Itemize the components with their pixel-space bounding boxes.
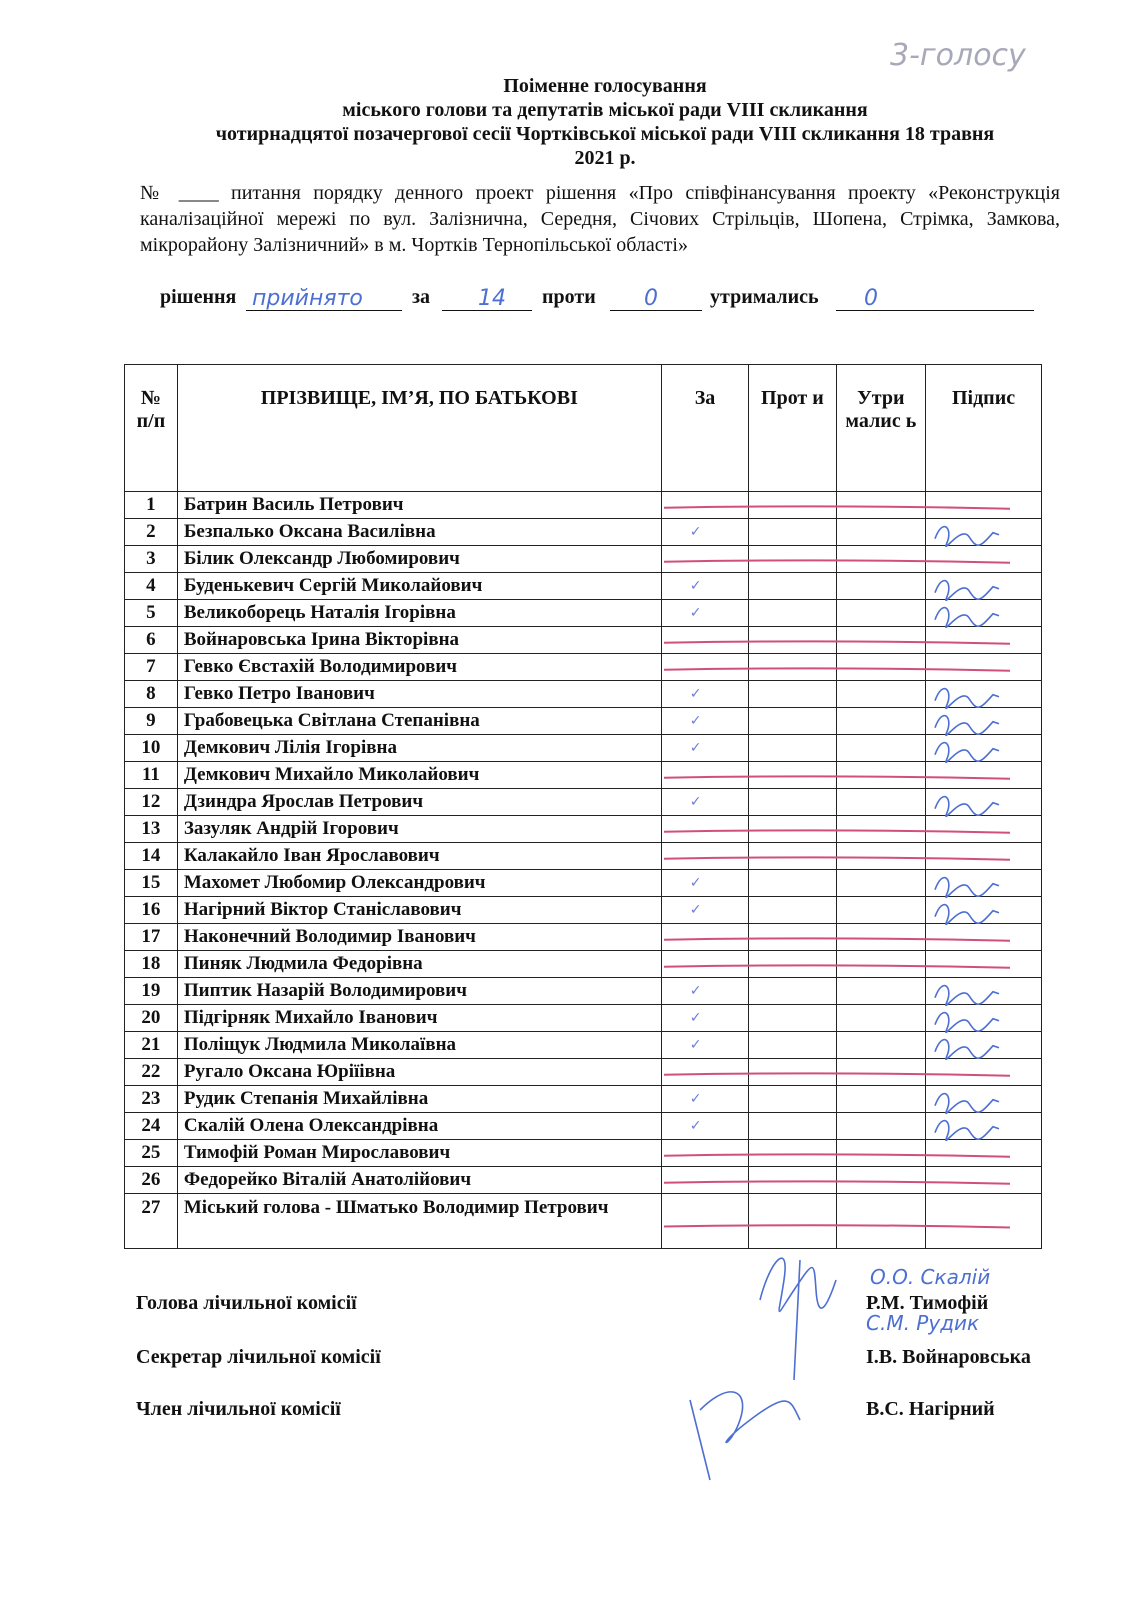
row-against-cell [749,951,836,978]
row-name: Підгірняк Михайло Іванович [177,1005,661,1032]
row-signature-cell [926,924,1042,951]
table-row [125,573,1042,600]
row-number: 15 [125,870,178,897]
row-for-cell [661,627,748,654]
row-against-cell [749,762,836,789]
row-abstain-cell [836,870,925,897]
row-number: 4 [125,573,178,600]
row-signature-cell [926,789,1042,816]
secretary-name: І.В. Войнаровська [866,1346,1031,1368]
row-signature-cell [926,843,1042,870]
row-number: 13 [125,816,178,843]
tick-mark-icon: ✓ [689,713,702,729]
row-signature-cell [926,708,1042,735]
row-signature-cell [926,519,1042,546]
row-against-cell [749,519,836,546]
row-against-cell [749,546,836,573]
row-signature-cell [926,951,1042,978]
row-number: 24 [125,1113,178,1140]
row-against-cell [749,627,836,654]
row-for-cell [661,1005,748,1032]
row-signature-cell [926,492,1042,519]
row-name: Наконечний Володимир Іванович [177,924,661,951]
row-against-cell [749,1194,836,1249]
decision-label: рішення [160,286,237,308]
row-abstain-cell [836,951,925,978]
row-for-cell [661,870,748,897]
table-row [125,1005,1042,1032]
table-row [125,627,1042,654]
row-abstain-cell [836,1059,925,1086]
commission-chair [136,1292,1076,1320]
row-number: 3 [125,546,178,573]
corner-note-text: 3-голосу [890,38,1026,73]
title-line-4: 2021 р. [574,147,636,169]
row-signature-cell [926,816,1042,843]
table-row [125,1086,1042,1113]
row-abstain-cell [836,897,925,924]
tick-mark-icon: ✓ [689,605,702,621]
row-name: Федорейко Віталій Анатолійович [177,1167,661,1194]
tick-mark-icon: ✓ [689,983,702,999]
row-signature-cell [926,735,1042,762]
table-row [125,843,1042,870]
table-header-row [125,365,1042,492]
secretary-role: Секретар лічильної комісії [136,1346,381,1368]
row-number: 26 [125,1167,178,1194]
row-against-cell [749,789,836,816]
table-row [125,708,1042,735]
header-abstain: Утри малис ь [836,365,925,492]
row-abstain-cell [836,681,925,708]
row-signature-cell [926,1113,1042,1140]
table-row [125,789,1042,816]
row-signature-cell [926,546,1042,573]
row-for-cell [661,762,748,789]
row-number: 21 [125,1032,178,1059]
row-for-cell [661,924,748,951]
row-against-cell [749,735,836,762]
row-name: Безпалько Оксана Василівна [177,519,661,546]
header-against: Прот и [749,365,836,492]
tick-mark-icon: ✓ [689,1037,702,1053]
tick-mark-icon: ✓ [689,1010,702,1026]
row-number: 20 [125,1005,178,1032]
row-name: Великоборець Наталія Ігорівна [177,600,661,627]
commission-secretary [136,1346,1076,1374]
table-row [125,1032,1042,1059]
row-signature-cell [926,654,1042,681]
row-number: 16 [125,897,178,924]
row-number: 11 [125,762,178,789]
row-number: 1 [125,492,178,519]
row-name: Калакайло Іван Ярославович [177,843,661,870]
row-abstain-cell [836,816,925,843]
row-against-cell [749,897,836,924]
row-against-cell [749,978,836,1005]
table-row [125,816,1042,843]
row-name: Батрин Василь Петрович [177,492,661,519]
row-abstain-cell [836,924,925,951]
row-for-cell [661,897,748,924]
row-number: 18 [125,951,178,978]
row-against-cell [749,870,836,897]
row-abstain-cell [836,1005,925,1032]
row-for-cell [661,492,748,519]
table-row [125,1140,1042,1167]
document-title [120,74,1090,170]
row-for-cell [661,843,748,870]
row-signature-cell [926,1140,1042,1167]
row-for-cell [661,789,748,816]
handwritten-note-2: С.М. Рудик [866,1311,980,1335]
table-row [125,519,1042,546]
row-signature-cell [926,1194,1042,1249]
row-for-cell [661,1140,748,1167]
against-label: проти [542,286,596,308]
row-signature-cell [926,1005,1042,1032]
row-abstain-cell [836,519,925,546]
abstain-label: утримались [710,286,819,308]
table-row [125,681,1042,708]
row-number: 27 [125,1194,178,1249]
row-abstain-cell [836,1113,925,1140]
row-against-cell [749,1086,836,1113]
row-name: Демкович Михайло Миколайович [177,762,661,789]
row-signature-cell [926,600,1042,627]
row-name: Буденькевич Сергій Миколайович [177,573,661,600]
row-signature-cell [926,897,1042,924]
row-name: Білик Олександр Любомирович [177,546,661,573]
row-signature-cell [926,681,1042,708]
row-name: Рудик Степанія Михайлівна [177,1086,661,1113]
row-for-cell [661,519,748,546]
row-against-cell [749,843,836,870]
roll-call-table [124,364,1042,1249]
decision-line [160,286,1060,316]
tick-mark-icon: ✓ [689,794,702,810]
row-name: Ругало Оксана Юріїівна [177,1059,661,1086]
for-count-handwritten: 14 [478,286,506,311]
table-row [125,654,1042,681]
row-abstain-cell [836,1167,925,1194]
against-count-handwritten: 0 [644,286,658,311]
tick-mark-icon: ✓ [689,740,702,756]
table-row [125,1194,1042,1249]
tick-mark-icon: ✓ [689,902,702,918]
table-row [125,546,1042,573]
row-abstain-cell [836,843,925,870]
row-abstain-cell [836,1140,925,1167]
row-abstain-cell [836,573,925,600]
row-for-cell [661,654,748,681]
row-for-cell [661,978,748,1005]
row-for-cell [661,573,748,600]
row-for-cell [661,600,748,627]
row-signature-cell [926,870,1042,897]
row-against-cell [749,492,836,519]
header-for: За [661,365,748,492]
member-name: В.С. Нагірний [866,1398,995,1420]
row-abstain-cell [836,789,925,816]
row-name: Пиптик Назарій Володимирович [177,978,661,1005]
row-number: 22 [125,1059,178,1086]
commission-member [136,1398,1076,1426]
header-name: ПРІЗВИЩЕ, ІМ’Я, ПО БАТЬКОВІ [177,365,661,492]
row-abstain-cell [836,1194,925,1249]
table-row [125,951,1042,978]
row-name: Пиняк Людмила Федорівна [177,951,661,978]
row-number: 9 [125,708,178,735]
table-row [125,492,1042,519]
row-number: 5 [125,600,178,627]
row-against-cell [749,573,836,600]
tick-mark-icon: ✓ [689,875,702,891]
for-label: за [412,286,431,308]
table-row [125,762,1042,789]
tick-mark-icon: ✓ [689,578,702,594]
row-name: Войнаровська Ірина Вікторівна [177,627,661,654]
row-number: 7 [125,654,178,681]
row-against-cell [749,600,836,627]
row-for-cell [661,1194,748,1249]
member-role: Член лічильної комісії [136,1398,341,1420]
handwritten-note-1: О.О. Скалій [870,1265,991,1289]
row-name: Махомет Любомир Олександрович [177,870,661,897]
row-against-cell [749,924,836,951]
decision-result-handwritten: прийнято [252,286,363,311]
row-number: 19 [125,978,178,1005]
table-row [125,1113,1042,1140]
table-row [125,735,1042,762]
row-for-cell [661,1113,748,1140]
row-name: Міський голова - Шматько Володимир Петрович [177,1194,661,1249]
row-name: Грабовецька Світлана Степанівна [177,708,661,735]
table-row [125,1059,1042,1086]
row-signature-cell [926,762,1042,789]
title-line-2: міського голови та депутатів міської ради VIII скликання [342,99,868,121]
agenda-question: № ____ питання порядку денного проект рішення «Про співфінансування проекту «Реконструкція каналізаційної мережі по вул. Залізнична, Середня, Січових Стрільців, Шопена, Стрімка, Замкова, мікрорайону Залізничний» в м. Чортків Тернопільської області» [140,182,1060,256]
row-name: Дзиндра Ярослав Петрович [177,789,661,816]
row-signature-cell [926,1086,1042,1113]
row-against-cell [749,1113,836,1140]
row-number: 8 [125,681,178,708]
row-abstain-cell [836,654,925,681]
row-abstain-cell [836,600,925,627]
chair-name: Р.М. Тимофій [866,1292,989,1314]
row-for-cell [661,1086,748,1113]
row-name: Зазуляк Андрій Ігорович [177,816,661,843]
row-for-cell [661,1167,748,1194]
row-against-cell [749,708,836,735]
row-name: Гевко Петро Іванович [177,681,661,708]
row-for-cell [661,708,748,735]
row-number: 10 [125,735,178,762]
table-row [125,978,1042,1005]
table-row [125,924,1042,951]
row-number: 12 [125,789,178,816]
row-against-cell [749,1005,836,1032]
row-for-cell [661,546,748,573]
tick-mark-icon: ✓ [689,686,702,702]
row-against-cell [749,1059,836,1086]
header-num: № п/п [125,365,178,492]
row-name: Тимофій Роман Мирославович [177,1140,661,1167]
header-signature: Підпис [926,365,1042,492]
row-signature-cell [926,978,1042,1005]
row-signature-cell [926,627,1042,654]
row-against-cell [749,1167,836,1194]
row-against-cell [749,1140,836,1167]
row-against-cell [749,1032,836,1059]
row-number: 25 [125,1140,178,1167]
row-signature-cell [926,1059,1042,1086]
row-signature-cell [926,1032,1042,1059]
row-against-cell [749,816,836,843]
row-abstain-cell [836,735,925,762]
row-abstain-cell [836,1032,925,1059]
row-number: 6 [125,627,178,654]
row-name: Нагірний Віктор Станіславович [177,897,661,924]
row-abstain-cell [836,762,925,789]
table-row [125,600,1042,627]
row-for-cell [661,816,748,843]
title-line-3: чотирнадцятої позачергової сесії Чортківської міської ради VIII скликання 18 травня [215,123,995,145]
row-name: Гевко Євстахій Володимирович [177,654,661,681]
table-row [125,870,1042,897]
table-row [125,897,1042,924]
row-abstain-cell [836,708,925,735]
row-number: 23 [125,1086,178,1113]
tick-mark-icon: ✓ [689,1118,702,1134]
row-signature-cell [926,573,1042,600]
row-for-cell [661,1059,748,1086]
row-abstain-cell [836,546,925,573]
row-against-cell [749,681,836,708]
row-number: 17 [125,924,178,951]
row-for-cell [661,735,748,762]
row-name: Демкович Лілія Ігорівна [177,735,661,762]
row-for-cell [661,1032,748,1059]
row-against-cell [749,654,836,681]
row-name: Скалій Олена Олександрівна [177,1113,661,1140]
title-line-1: Поіменне голосування [503,75,707,97]
row-abstain-cell [836,627,925,654]
row-for-cell [661,951,748,978]
tick-mark-icon: ✓ [689,1091,702,1107]
row-abstain-cell [836,492,925,519]
row-number: 14 [125,843,178,870]
row-abstain-cell [836,978,925,1005]
abstain-count-handwritten: 0 [864,286,878,311]
row-name: Поліщук Людмила Миколаївна [177,1032,661,1059]
row-signature-cell [926,1167,1042,1194]
row-for-cell [661,681,748,708]
table-row [125,1167,1042,1194]
row-number: 2 [125,519,178,546]
chair-role: Голова лічильної комісії [136,1292,357,1314]
row-abstain-cell [836,1086,925,1113]
tick-mark-icon: ✓ [689,524,702,540]
